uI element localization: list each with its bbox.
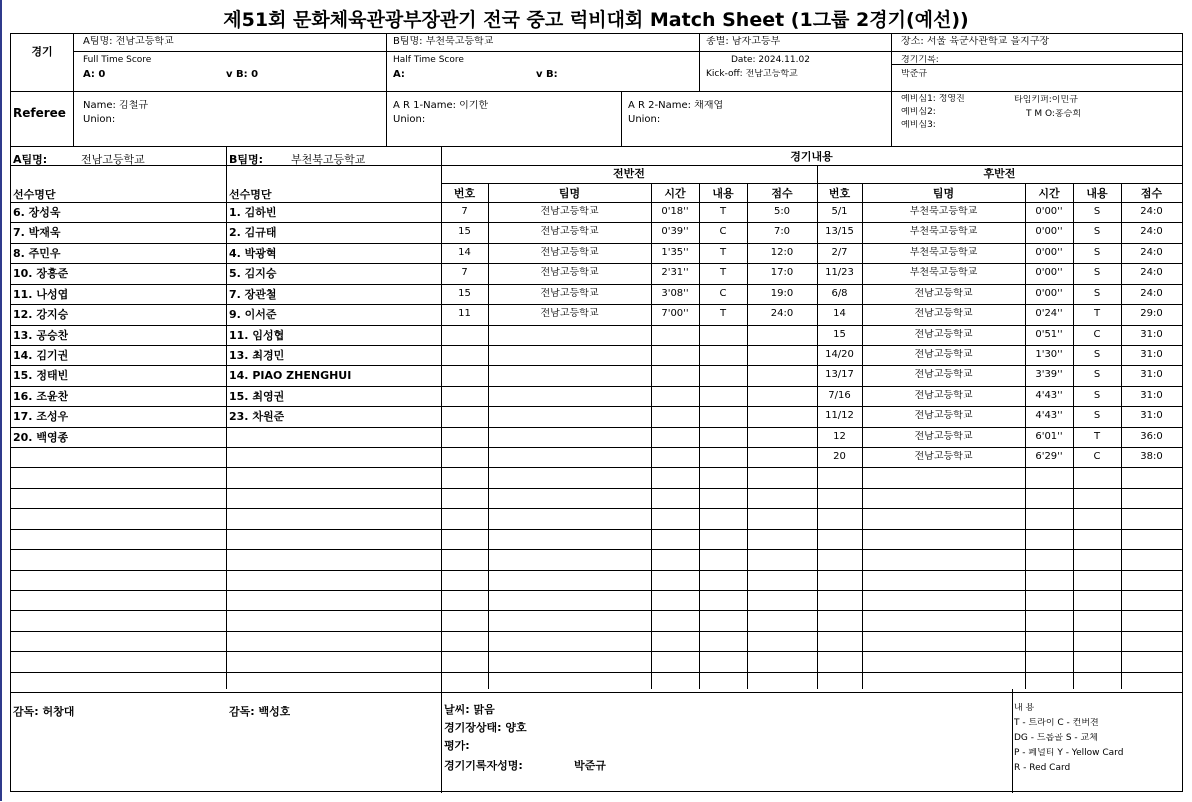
second-half-event-cell: S [1093,287,1101,299]
second-half-event-cell: 14 [833,308,846,320]
second-half-event-cell: 전남고등학교 [914,430,973,442]
grid-hline [11,529,1182,530]
second-half-event-cell: 0'00'' [1035,206,1063,217]
grid-vline [621,91,622,146]
second-half-event-cell: 20 [833,451,846,463]
kickoff: Kick-off: 전남고등학교 [706,69,798,79]
grid-hline [11,243,1182,244]
second-half-event-cell: 6/8 [831,287,848,299]
first-half-event-cell: 14 [458,246,471,258]
referee-union: Union: [83,114,116,125]
grid-hline [11,590,1182,591]
second-half-event-cell: S [1093,348,1101,360]
player-b: 2. 김규태 [229,226,277,240]
second-half-event-cell: 31:0 [1140,410,1163,422]
second-half-event-cell: C [1093,328,1101,340]
grid-hline [11,202,1182,203]
player-a: 6. 장성욱 [13,206,61,219]
second-half-event-cell: 0'00'' [1035,267,1063,279]
second-half-event-cell: 24:0 [1140,206,1163,217]
first-col-header: 내용 [712,187,734,200]
grid-vline [1073,183,1074,689]
second-half-event-cell: S [1093,410,1101,422]
roster-a-team: 전남고등학교 [81,154,145,166]
recorder-label: 경기기록: [901,55,939,65]
second-half-event-cell: 6'01'' [1035,430,1063,442]
second-half-event-cell: 0'51'' [1035,328,1063,340]
grid-hline [73,51,891,52]
second-half-event-cell: S [1093,267,1101,279]
grid-vline [891,34,892,146]
reserve-referee-1: 예비심1: 정영진 [901,94,965,104]
reserve-referee-2: 예비심2: [901,107,936,117]
player-a: 12. 강지승 [13,308,69,322]
legend-line: DG - 드롭골 S - 교체 [1014,733,1098,743]
second-half-event-cell: S [1093,389,1101,401]
first-half-event-cell: 7:0 [773,226,791,238]
second-half-event-cell: 0'24'' [1035,308,1063,320]
first-half-event-cell: 12:0 [770,246,794,258]
second-half-event-cell: 전남고등학교 [914,410,973,422]
grid-vline [862,183,863,689]
second-half-event-cell: 36:0 [1140,430,1163,442]
player-b: 15. 최영권 [229,389,285,403]
second-half-event-cell: 전남고등학교 [914,287,973,299]
full-time-label: Full Time Score [83,55,152,65]
ar2-union: Union: [628,114,661,125]
first-half-event-cell: T [719,206,727,217]
venue: 장소: 서울 육군사관학교 을지구장 [901,36,1050,47]
grid-hline [11,672,1182,673]
grid-hline [441,165,1182,166]
grid-hline [11,610,1182,611]
legend-line: T - 트라이 C - 컨버젼 [1014,718,1099,728]
second-half-event-cell: 15 [833,328,846,340]
player-b: 14. PIAO ZHENGHUI [229,369,352,383]
player-a: 7. 박재욱 [13,226,61,240]
second-half-event-cell: S [1093,226,1101,238]
second-half-event-cell: 31:0 [1140,389,1163,401]
second-half-event-cell: 24:0 [1140,267,1163,279]
second-half-event-cell: S [1093,369,1101,381]
roster-b-header: 선수명단 [229,189,272,201]
player-b: 9. 이서준 [229,308,277,322]
grid-hline [11,345,1182,346]
player-b: 13. 최경민 [229,348,285,362]
coach-a: 감독: 허창대 [13,706,75,718]
grid-hline [11,508,1182,509]
first-half-event-cell: 전남고등학교 [540,226,599,238]
player-a: 8. 주민우 [13,246,61,260]
player-a: 11. 나성엽 [13,287,69,301]
second-half-event-cell: 2/7 [831,246,848,258]
player-b: 7. 장관철 [229,287,277,301]
grid-vline [1121,183,1122,689]
second-col-header: 팀명 [932,187,955,200]
second-half-event-cell: 7/16 [828,389,851,401]
grid-hline [11,692,1182,693]
second-half-event-cell: 5/1 [831,206,848,217]
first-half-event-cell: 15 [458,287,471,299]
grid-hline [891,51,1182,52]
second-half-event-cell: 31:0 [1140,348,1163,360]
roster-a-label: A팀명: [13,154,48,166]
player-b: 11. 임성협 [229,328,285,342]
second-half-event-cell: 12 [833,430,846,442]
grid-vline [1025,183,1026,689]
second-half-event-cell: 전남고등학교 [914,348,973,360]
second-half-event-cell: 전남고등학교 [914,308,973,320]
grid-vline [699,34,700,91]
second-half-event-cell: 부천북고등학교 [909,267,978,279]
first-half-event-cell: 17:0 [770,267,794,279]
grid-hline [11,325,1182,326]
second-half-event-cell: 24:0 [1140,287,1163,299]
second-half-event-cell: 부천북고등학교 [909,246,978,258]
grid-vline [73,34,74,146]
player-a: 10. 장흥준 [13,267,69,281]
second-col-header: 번호 [828,187,851,200]
grid-vline [747,183,748,689]
second-half-event-cell: 전남고등학교 [914,369,973,381]
first-half-event-cell: 2'31'' [661,267,689,279]
second-half-event-cell: 전남고등학교 [914,451,973,463]
legend-title: 내 용 [1014,703,1035,713]
division: 종별: 남자고등부 [706,36,781,47]
player-b: 4. 박광혁 [229,246,277,260]
first-half-event-cell: 3'08'' [661,287,689,299]
first-half-event-cell: T [719,308,727,320]
roster-b-team: 부천북고등학교 [291,154,366,166]
match-label: 경기 [31,46,53,58]
second-half-event-cell: 1'30'' [1035,348,1063,360]
second-half-event-cell: T [1093,308,1101,320]
second-half-event-cell: 0'00'' [1035,226,1063,238]
second-half-event-cell: 24:0 [1140,226,1163,238]
grid-vline [386,34,387,91]
second-half-event-cell: 전남고등학교 [914,328,973,340]
player-a: 17. 조성우 [13,410,69,424]
grid-vline [1012,689,1013,793]
first-half-event-cell: 0'39'' [661,226,689,238]
evaluation: 평가: [444,740,470,752]
coach-b: 감독: 백성호 [229,706,291,718]
second-half-event-cell: 0'00'' [1035,287,1063,299]
first-half-event-cell: 11 [458,308,471,320]
second-half-event-cell: 31:0 [1140,369,1163,381]
second-half-event-cell: 0'00'' [1035,246,1063,258]
final-recorder-label: 경기기록자성명: [444,760,523,772]
second-half-event-cell: 4'43'' [1035,389,1063,401]
player-b: 5. 김지승 [229,267,277,281]
first-half-header: 전반전 [613,168,645,180]
player-a: 13. 공승찬 [13,328,69,342]
grid-vline [699,183,700,689]
grid-hline [11,488,1182,489]
first-half-event-cell: 전남고등학교 [540,287,599,299]
player-b: 1. 김하빈 [229,206,277,219]
first-half-event-cell: 1'35'' [661,246,689,258]
team-a-name: A팀명: 전남고등학교 [83,36,174,47]
first-half-event-cell: C [719,226,727,238]
second-half-event-cell: 14/20 [825,348,854,360]
team-b-name: B팀명: 부천북고등학교 [393,36,494,47]
legend-line: R - Red Card [1014,763,1071,773]
half-time-a: A: [393,69,405,80]
first-half-event-cell: 7 [461,267,468,279]
reserve-referee-3: 예비심3: [901,120,936,130]
grid-hline [441,183,1182,184]
second-col-header: 점수 [1140,187,1163,200]
first-half-event-cell: 전남고등학교 [540,267,599,279]
grid-vline [651,183,652,689]
first-half-event-cell: 7'00'' [661,308,689,320]
second-half-event-cell: 3'39'' [1035,369,1063,381]
second-half-event-cell: 24:0 [1140,246,1163,258]
second-half-event-cell: 부천북고등학교 [909,226,978,238]
grid-hline [11,447,1182,448]
events-header: 경기내용 [790,151,833,163]
second-half-event-cell: C [1093,451,1101,463]
second-col-header: 시간 [1038,187,1060,200]
second-half-event-cell: 13/17 [825,369,854,381]
first-half-event-cell: 19:0 [770,287,794,299]
half-time-label: Half Time Score [393,55,464,65]
referee-label: Referee [13,106,66,120]
first-half-event-cell: 전남고등학교 [540,246,599,258]
field-condition: 경기장상태: 양호 [444,722,527,734]
final-recorder-name: 박준규 [574,760,606,772]
second-half-header: 후반전 [983,168,1016,180]
player-a: 16. 조윤찬 [13,389,69,403]
roster-a-header: 선수명단 [13,189,56,201]
grid-hline [11,263,1182,264]
first-half-event-cell: 15 [458,226,471,238]
first-half-event-cell: C [719,287,727,299]
first-col-header: 번호 [453,187,476,200]
grid-vline [488,183,489,689]
first-half-event-cell: T [719,246,727,258]
roster-b-label: B팀명: [229,154,264,166]
referee-name: Name: 김철규 [83,100,149,111]
second-half-event-cell: 13/15 [825,226,854,238]
second-half-event-cell: 전남고등학교 [914,389,973,401]
first-half-event-cell: 7 [461,206,468,217]
page-title: 제51회 문화체육관광부장관기 전국 중고 럭비대회 Match Sheet (1그룹 2경기(예선)) [223,9,969,31]
second-half-event-cell: 31:0 [1140,328,1163,340]
first-half-event-cell: 전남고등학교 [540,206,599,217]
second-col-header: 내용 [1086,187,1108,200]
grid-hline [11,304,1182,305]
ar1-union: Union: [393,114,426,125]
match-sheet [10,33,1183,792]
second-half-event-cell: 부천북고등학교 [909,206,978,217]
grid-hline [11,284,1182,285]
ar1-name: A R 1-Name: 이기한 [393,100,489,111]
grid-vline [226,146,227,689]
second-half-event-cell: S [1093,206,1101,217]
grid-hline [11,146,1182,147]
first-half-event-cell: 0'18'' [661,206,689,217]
weather: 날씨: 맑음 [444,704,495,716]
first-half-event-cell: 5:0 [773,206,791,217]
player-a: 20. 백영종 [13,430,69,444]
second-half-event-cell: 11/12 [825,410,854,422]
second-half-event-cell: 6'29'' [1035,451,1063,463]
second-half-event-cell: 29:0 [1140,308,1163,320]
first-col-header: 시간 [664,187,686,200]
tmo: T M O:홍승희 [1026,109,1082,119]
grid-hline [11,91,1182,92]
first-half-event-cell: 전남고등학교 [540,308,599,320]
half-time-b: v B: [536,69,558,80]
grid-vline [386,91,387,146]
first-col-header: 점수 [771,187,793,200]
player-b: 23. 차원준 [229,410,285,424]
timekeeper: 타임키퍼:이민규 [1014,95,1078,105]
first-half-event-cell: 24:0 [770,308,794,320]
first-col-header: 팀명 [558,187,581,200]
grid-hline [11,651,1182,652]
grid-hline [11,467,1182,468]
grid-hline [11,570,1182,571]
second-half-event-cell: 4'43'' [1035,410,1063,422]
first-half-event-cell: T [719,267,727,279]
second-half-event-cell: S [1093,246,1101,258]
grid-hline [11,406,1182,407]
second-half-event-cell: T [1093,430,1101,442]
legend-line: P - 페널티 Y - Yellow Card [1014,748,1124,758]
grid-hline [11,222,1182,223]
grid-hline [11,549,1182,550]
full-time-a: A: 0 [83,69,106,80]
player-a: 15. 정태빈 [13,369,69,383]
player-a: 14. 김기권 [13,348,69,362]
match-date: Date: 2024.11.02 [731,55,810,65]
ar2-name: A R 2-Name: 채재엽 [628,100,724,111]
full-time-b: v B: 0 [226,69,259,80]
second-half-event-cell: 11/23 [825,267,854,279]
grid-hline [11,427,1182,428]
second-half-event-cell: 38:0 [1140,451,1163,463]
grid-hline [11,365,1182,366]
grid-hline [11,631,1182,632]
grid-hline [891,64,1182,65]
recorder-name: 박준규 [901,69,928,79]
grid-hline [11,386,1182,387]
